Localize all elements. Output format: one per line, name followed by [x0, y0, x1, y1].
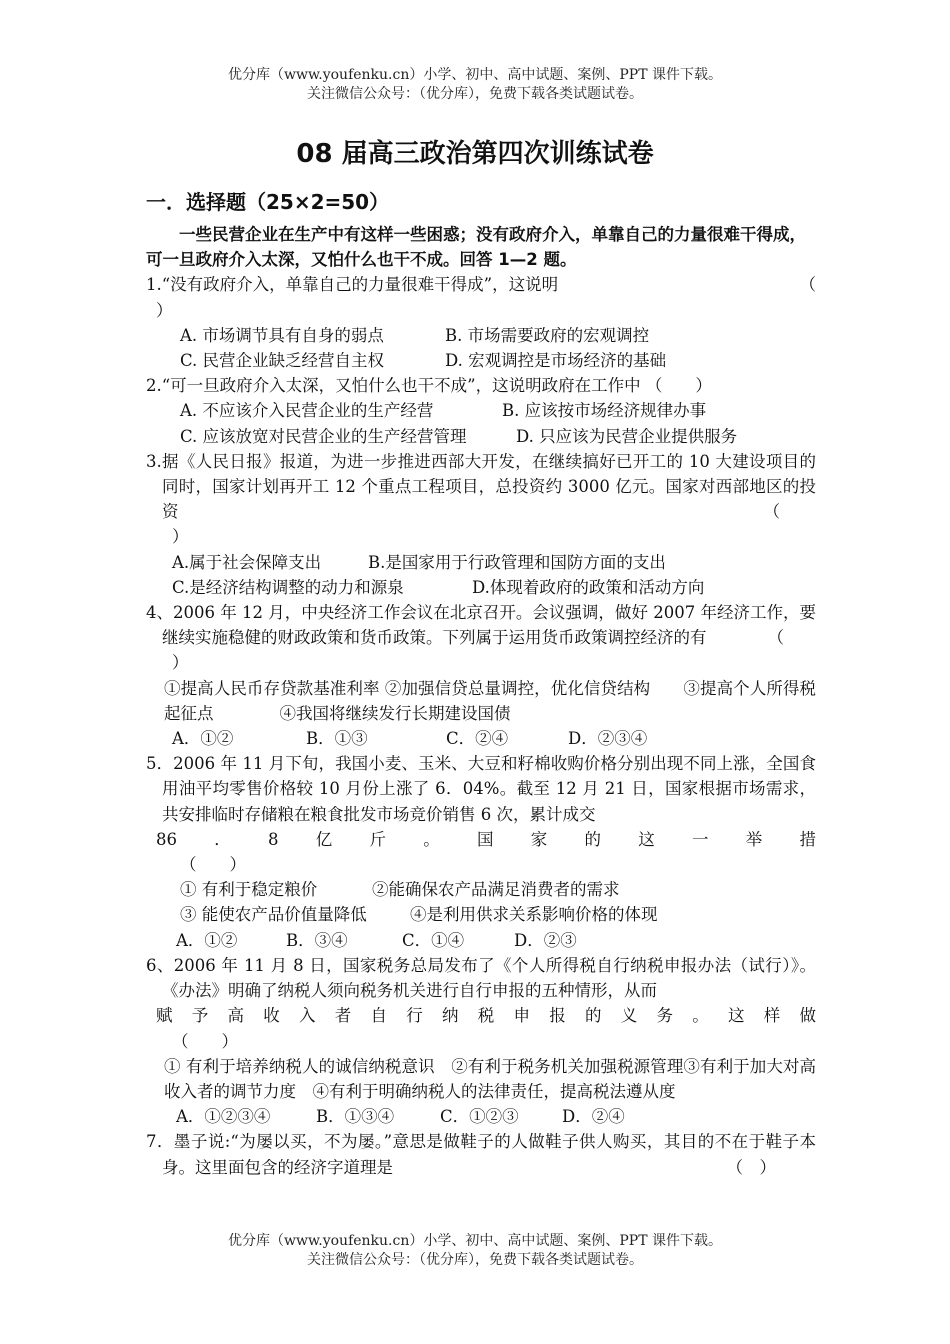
option-d[interactable]: D.体现着政府的政策和活动方向: [472, 577, 705, 597]
option-a[interactable]: A. 市场调节具有自身的弱点: [180, 325, 384, 345]
question-7-stem: [146, 1129, 816, 1179]
answer-paren-open: （: [763, 502, 780, 522]
option-c[interactable]: C．①②③: [440, 1107, 519, 1127]
spread-char: 纳: [442, 1006, 459, 1026]
answer-paren-open: （: [767, 628, 784, 648]
option-d[interactable]: D．②③: [514, 930, 577, 950]
page-footer: [0, 1232, 950, 1270]
answer-paren-close: ）: [172, 527, 189, 547]
spread-char: 。: [692, 1006, 709, 1026]
exam-title: 08 届高三政治第四次训练试卷: [296, 139, 654, 169]
spread-char: 做: [799, 1006, 816, 1026]
page-header: [0, 66, 950, 104]
exam-content: [146, 222, 816, 1180]
answer-paren-close: ）: [172, 653, 189, 673]
question-5-stem: 5．2006 年 11 月下旬，我国小麦、玉米、大豆和籽棉收购价格分别出现不同上涨，全国食用油平均零售价格较 10 月份上涨了 6．04%。截至 12 月 21 日，国家根据市场需求，共安排临时存储粮在粮食批发市场竞价销售 6 次，累计成交: [146, 754, 816, 824]
spread-char: 义: [620, 1006, 638, 1026]
spread-char: 税: [477, 1006, 495, 1026]
option-b[interactable]: B．③④: [286, 930, 348, 950]
question-1: [146, 272, 816, 373]
question-5-statements-34: [146, 902, 816, 927]
answer-paren: （ ）: [172, 1031, 238, 1051]
option-d[interactable]: D．②④: [562, 1107, 625, 1127]
spread-char: 行: [406, 1006, 423, 1026]
spread-char: 举: [745, 829, 763, 849]
statement-4: ④是利用供求关系影响价格的体现: [410, 905, 658, 925]
footer-line-2: 关注微信公众号：（优分库），免费下载各类试题试卷。: [307, 1252, 643, 1268]
spread-char: 这: [638, 829, 655, 849]
option-c[interactable]: C．②④: [446, 729, 509, 749]
statement-1: ① 有利于稳定粮价: [180, 880, 318, 900]
option-c[interactable]: C. 应该放宽对民营企业的生产经营管理: [180, 426, 467, 446]
spread-char: 入: [299, 1006, 316, 1026]
section-heading: 一．选择题（25×2=50）: [146, 190, 390, 214]
option-b[interactable]: B.是国家用于行政管理和国防方面的支出: [368, 552, 666, 572]
question-4-options: [146, 726, 816, 751]
option-a[interactable]: A．①②③④: [176, 1107, 271, 1127]
spread-char: 86: [156, 829, 177, 849]
spread-char: 。: [423, 829, 440, 849]
spread-char: 高: [227, 1006, 244, 1026]
option-a[interactable]: A．①②: [172, 729, 234, 749]
question-1-options-ab: [146, 323, 816, 348]
question-2: [146, 373, 816, 449]
question-1-text: 1.“没有政府介入，单靠自己的力量很难干得成”，这说明: [146, 275, 559, 295]
option-c[interactable]: C. 民营企业缺乏经营自主权: [180, 351, 385, 371]
question-3-text: 3.据《人民日报》报道，为进一步推进西部大开发，在继续搞好已开工的 10 大建设项目的同时，国家计划再开工 12 个重点工程项目，总投资约 3000 亿元。国家对西部地区的投资: [146, 451, 816, 522]
option-a[interactable]: A.属于社会保障支出: [172, 552, 322, 572]
spread-char: 务: [656, 1006, 673, 1026]
question-4-text: 4、2006 年 12 月，中央经济工作会议在北京召开。会议强调，做好 2007 年经济工作，要继续实施稳健的财政政策和货币政策。下列属于运用货币政策调控经济的有: [146, 603, 816, 648]
question-5-statements-12: [146, 877, 816, 902]
intro-passage: 一些民营企业在生产中有这样一些困惑；没有政府介入，单靠自己的力量很难干得成，可一旦政府介入太深，又怕什么也干不成。回答 1—2 题。: [146, 225, 806, 270]
option-d[interactable]: D. 宏观调控是市场经济的基础: [445, 351, 667, 371]
option-a[interactable]: A. 不应该介入民营企业的生产经营: [180, 401, 434, 421]
spread-char: 亿: [315, 829, 333, 849]
option-d[interactable]: D．②③④: [568, 729, 648, 749]
spread-char: 措: [799, 829, 816, 849]
question-6-stem: 6、2006 年 11 月 8 日，国家税务总局发布了《个人所得税自行纳税申报办法（试行）》。《办法》明确了纳税人须向税务机关进行自行申报的五种情形，从而: [146, 955, 816, 1001]
spread-char: 报: [549, 1006, 566, 1026]
header-line-2: 关注微信公众号：（优分库），免费下载各类试题试卷。: [307, 86, 643, 102]
question-5: [146, 751, 816, 953]
question-1-stem: [146, 272, 816, 297]
option-c[interactable]: C．①④: [402, 930, 465, 950]
answer-paren: （ ）: [726, 1157, 776, 1177]
question-3-options-ab: [146, 550, 816, 575]
spread-char: 者: [334, 1006, 352, 1026]
question-5-spread-line: [146, 827, 816, 852]
spread-char: 赋: [156, 1006, 173, 1026]
option-b[interactable]: B．①③: [306, 729, 368, 749]
spread-char: 的: [585, 1006, 602, 1026]
spread-char: 国: [477, 829, 494, 849]
question-6-statements: ① 有利于培养纳税人的诚信纳税意识 ②有利于税务机关加强税源管理③有利于加大对高收入者的调节力度 ④有利于明确纳税人的法律责任，提高税法遵从度: [164, 1056, 816, 1101]
question-6-options: [146, 1104, 816, 1129]
question-4-statements: ①提高人民币存贷款基准利率 ②加强信贷总量调控，优化信贷结构 ③提高个人所得税起征点 ④我国将继续发行长期建设国债: [164, 678, 816, 723]
option-b[interactable]: B. 应该按市场经济规律办事: [502, 401, 707, 421]
question-1-options-cd: [146, 348, 816, 373]
question-4-stem: [146, 600, 816, 650]
question-3: [146, 449, 816, 600]
footer-line-1: 优分库（www.youfenku.cn）小学、初中、高中试题、案例、PPT 课件下载。: [227, 1233, 722, 1249]
statement-2: ②能确保农产品满足消费者的需求: [372, 880, 620, 900]
spread-char: 予: [191, 1006, 209, 1026]
spread-char: 斤: [369, 829, 386, 849]
spread-char: 这: [728, 1006, 745, 1026]
question-3-stem: [146, 449, 816, 525]
question-4: [146, 600, 816, 751]
spread-char: 申: [513, 1006, 530, 1026]
question-2-options-ab: [146, 398, 816, 423]
question-7: [146, 1129, 816, 1179]
spread-char: ．: [214, 829, 231, 849]
answer-paren: （ ）: [180, 855, 246, 875]
spread-char: 收: [263, 1006, 280, 1026]
option-c[interactable]: C.是经济结构调整的动力和源泉: [172, 577, 404, 597]
option-d[interactable]: D. 只应该为民营企业提供服务: [516, 426, 738, 446]
option-b[interactable]: B. 市场需要政府的宏观调控: [445, 325, 650, 345]
question-6: [146, 953, 816, 1129]
spread-char: 8: [268, 829, 279, 849]
question-2-options-cd: [146, 424, 816, 449]
spread-char: 样: [763, 1006, 781, 1026]
answer-paren-close: ）: [156, 300, 173, 320]
question-7-text: 7．墨子说:“为屡以买，不为屡。”意思是做鞋子的人做鞋子供人购买，其目的不在于鞋子本身。这里面包含的经济字道理是: [146, 1132, 816, 1177]
answer-paren-open: （: [799, 275, 816, 295]
statement-3: ③ 能使农产品价值量降低: [180, 905, 367, 925]
question-5-options: [146, 928, 816, 953]
spread-char: 家: [530, 829, 548, 849]
question-3-options-cd: [146, 575, 816, 600]
spread-char: 的: [584, 829, 601, 849]
question-2-stem: 2.“可一旦政府介入太深，又怕什么也干不成”，这说明政府在工作中 （ ）: [146, 376, 712, 396]
question-6-spread-line: [146, 1003, 816, 1028]
option-a[interactable]: A．①②: [176, 930, 238, 950]
header-line-1: 优分库（www.youfenku.cn）小学、初中、高中试题、案例、PPT 课件下载。: [227, 67, 722, 83]
spread-char: 自: [370, 1006, 387, 1026]
spread-char: 一: [692, 829, 709, 849]
option-b[interactable]: B．①③④: [316, 1107, 395, 1127]
